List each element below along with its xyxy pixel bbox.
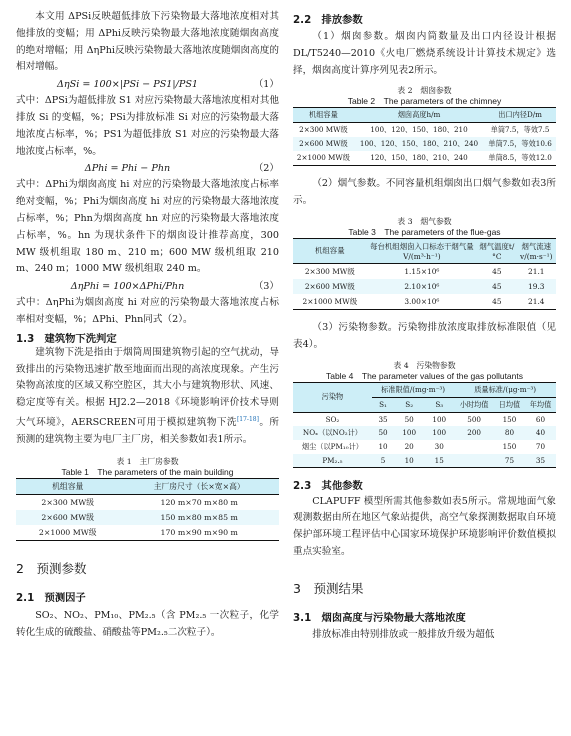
equation-1: [16, 76, 279, 93]
table-cell: 120、150、180、210、240: [354, 151, 484, 166]
table-cell: 21.1: [528, 266, 545, 276]
table-cell: 3.00×10⁶: [367, 294, 478, 310]
table-cell: 50: [372, 426, 394, 440]
table-row: [293, 279, 556, 294]
table-cell: 50: [404, 414, 414, 424]
table-cell: 75: [494, 454, 525, 468]
equation-2: [16, 160, 279, 177]
table-3-header-volume: 每台机组烟囱入口标态干烟气量V/(m³·h⁻¹): [367, 238, 478, 263]
table-4-grid: [293, 382, 556, 468]
table-row: [16, 494, 279, 510]
table-cell: 100: [424, 426, 454, 440]
table-4-caption-en: Table 4 The parameter values of the gas pollutants: [325, 370, 524, 381]
equation-3-number: （3）: [253, 281, 279, 293]
section-2-heading: 2 预测参数: [16, 560, 87, 576]
table-cell: 120 m×70 m×80 m: [160, 497, 238, 507]
paragraph-flue-gas-params: （2）烟气参数。不同容量机组烟囱出口烟气参数如表3所示。: [293, 178, 556, 207]
table-2-grid: [293, 107, 556, 166]
table-cell: 45: [492, 266, 502, 276]
paragraph-eq2-definition: 式中：ΔPhi为烟囱高度 hi 对应的污染物最大落地浓度占标率绝对变幅，%；Phi为烟囱高度 hi 对应的污染物最大落地浓度占标率，%；Phn为烟囱高度 hn 对应的污染物最大落地浓度占标率，%。hn 为现状条件下的烟囱设计推荐高度，300 MW 级机组取 180 m、210 m；600 MW 级机组取 210 m、240 m；1000 MW 级机组取 240 m。: [16, 179, 279, 275]
table-cell: 45: [477, 294, 516, 310]
downwash-text-b: 。所预测的建筑物主要为电厂主厂房，相关参数如表1所示。: [16, 417, 279, 445]
table-3-header-velocity: 烟气流速v/(m·s⁻¹): [517, 238, 556, 263]
table-3-caption-cn: 表 3 烟气参数: [397, 216, 452, 226]
equation-1-number: （1）: [253, 79, 279, 91]
paragraph-eq1-definition: 式中：ΔPSi为超低排放 S1 对应污染物最大落地浓度相对其他排放 Si 的变幅，%；PSi为排放标准 Si 对应的污染物最大落地浓度占标率，%；PS1为超低排放 S1 对应的污染物最大落地浓度占标率，%。: [16, 95, 279, 157]
table-1-grid: [16, 478, 279, 541]
table-2-caption-en: Table 2 The parameters of the chimney: [347, 96, 502, 107]
table-4-header-daily: 日均值: [494, 397, 525, 412]
paragraph-intro: 本文用 ΔPSi反映超低排放下污染物最大落地浓度相对其他排放的变幅；用 ΔPhi反映污染物最大落地浓度随烟囱高度的绝对增幅；用 ΔηPhi反映污染物最大落地浓度随烟囱高度的相对增幅。: [16, 11, 279, 73]
table-2-header-diameter: 出口内径D/m: [484, 108, 556, 123]
table-cell: 2×300 MW级: [41, 497, 95, 507]
table-2: [293, 85, 556, 166]
equation-2-number: （2）: [253, 163, 279, 175]
table-cell: 2×1000 MW级: [293, 294, 367, 310]
table-cell: PM₂.₅: [293, 454, 372, 468]
table-4-caption-cn: 表 4 污染物参数: [393, 360, 456, 370]
downwash-text-a: 建筑物下洗是指由于烟筒周围建筑物引起的空气扰动，导致排出的污染物迅速扩散至地面而出现的高浓度现象。产生污染物高浓度的区域又称空腔区，其大小与建筑物形状、风速、稳定度等有关。根据 HJ2.2—2018《环境影响评价技术导则 大气环境》，AERSCREEN可用于模拟建筑物下洗: [16, 346, 279, 429]
equation-3-formula: ΔηPhi = 100×ΔPhi/Phn: [70, 281, 185, 293]
table-cell: 100、120、150、180、210: [370, 125, 468, 135]
table-cell: 45: [477, 279, 516, 294]
section-3-heading: 3 预测结果: [293, 580, 364, 596]
section-3-1-heading: 3.1 烟囱高度与污染物最大落地浓度: [293, 611, 466, 624]
table-1-header-capacity: 机组容量: [16, 478, 119, 494]
table-cell: 150: [502, 414, 517, 424]
table-row: [293, 426, 556, 440]
table-cell: 150 m×80 m×85 m: [119, 510, 279, 525]
table-cell: 2×1000 MW级: [293, 151, 354, 166]
table-cell: 35: [378, 414, 388, 424]
table-1: [16, 456, 279, 541]
table-cell: 20: [404, 442, 414, 452]
table-cell: 1.15×10⁶: [404, 266, 440, 276]
table-4-header-s1: S₁: [372, 397, 394, 412]
table-cell: 2×600 MW级: [16, 510, 119, 525]
table-4-header-emission-limit: 标准限值/(mg·m⁻³): [372, 382, 454, 397]
table-cell: 100: [394, 426, 424, 440]
table-4-header-annual: 年均值: [525, 397, 556, 412]
table-cell: 500: [467, 414, 481, 424]
table-cell: 40: [525, 426, 556, 440]
table-cell: 150: [502, 442, 517, 452]
table-cell: 100: [432, 414, 447, 424]
paragraph-pollutant-params: （3）污染物参数。污染物排放浓度取排放标准限值（见表4）。: [293, 321, 556, 350]
table-2-header-capacity: 机组容量: [293, 108, 354, 123]
table-3-header-temperature: 烟气温度t/°C: [477, 238, 516, 263]
table-1-caption-en: Table 1 The parameters of the main building: [61, 466, 234, 477]
table-cell: 单筒7.5，等效7.5: [490, 125, 550, 135]
citation-17-18[interactable]: [17-18]: [236, 415, 259, 423]
table-cell: 80: [494, 426, 525, 440]
table-cell: 2×600 MW级: [293, 279, 367, 294]
paragraph-building-downwash: [16, 345, 279, 449]
table-cell: SO₂: [325, 414, 340, 424]
table-cell: 200: [454, 426, 494, 440]
table-4-header-s3: S₃: [424, 397, 454, 412]
table-row: [16, 525, 279, 541]
section-2-2-heading: 2.2 排放参数: [293, 14, 363, 26]
table-cell: 2×1000 MW级: [16, 525, 119, 541]
table-cell: 60: [535, 414, 546, 424]
section-1-3-heading: 1.3 建筑物下洗判定: [16, 332, 117, 345]
table-cell: 15: [424, 454, 454, 468]
table-4-header-pollutant: 污染物: [293, 382, 372, 412]
table-row: [293, 294, 556, 310]
equation-3: [16, 278, 279, 295]
table-cell: 170 m×90 m×90 m: [119, 525, 279, 541]
table-cell: [454, 454, 494, 468]
table-row: [16, 510, 279, 525]
table-3-caption-en: Table 3 The parameters of the flue-gas: [348, 226, 501, 237]
table-cell: 10: [394, 454, 424, 468]
right-column: [293, 0, 556, 644]
section-2-1-heading: 2.1 预测因子: [16, 591, 86, 604]
table-4-header-quality-standard: 质量标准/(μg·m⁻³): [454, 382, 556, 397]
table-cell: 70: [535, 442, 546, 452]
table-row: [293, 151, 556, 166]
left-column: [16, 0, 279, 641]
paragraph-chimney-params: （1）烟囱参数。烟囱内筒数量及出口内径设计根据 DL/T5240—2010《火电厂燃烧系统设计计算技术规定》选择，烟囱高度计算序列见表2所示。: [293, 31, 556, 76]
table-cell: 5: [372, 454, 394, 468]
table-3-grid: [293, 238, 556, 310]
table-row: [293, 263, 556, 279]
table-cell: 2.10×10⁶: [367, 279, 478, 294]
table-cell: 单筒7.5，等效10.6: [484, 137, 556, 151]
table-4-header-s2: S₂: [394, 397, 424, 412]
section-2-3-heading: 2.3 其他参数: [293, 479, 363, 492]
paragraph-other-params: CLAPUFF 模型所需其他参数如表5所示。常规地面气象观测数据由所在地区气象站提供，高空气象探测数据取自环境保护部环境工程评估中心国家环境保护环境影响评价数值模拟重点实验室。: [293, 495, 556, 557]
table-3: [293, 216, 556, 310]
table-cell: 2×300 MW级: [304, 266, 355, 276]
table-1-caption-cn: 表 1 主厂房参数: [116, 456, 179, 466]
table-2-header-height: 烟囱高度h/m: [354, 108, 484, 123]
paragraph-eq3-definition: 式中：ΔηPhi为烟囱高度 hi 对应的污染物最大落地浓度占标率相对变幅，%；ΔPhi、Phn同式（2）。: [16, 297, 279, 325]
table-4-header-hourly: 小时均值: [454, 397, 494, 412]
table-cell: 烟尘（以PM₁₀计）: [301, 441, 363, 451]
table-row: [293, 412, 556, 426]
equation-1-formula: ΔηSi = 100×|PSi − PS1|/PS1: [57, 79, 198, 91]
table-cell: 35: [525, 454, 556, 468]
table-3-header-capacity: 机组容量: [293, 238, 367, 263]
table-cell: 30: [434, 442, 444, 452]
paragraph-results-start: 排放标准由特别排放或一般排放升级为超低: [312, 628, 495, 640]
table-cell: 100、120、150、180、210、240: [354, 137, 484, 151]
table-cell: 单筒8.5，等效12.0: [484, 151, 556, 166]
table-1-header-size: 主厂房尺寸（长×宽×高）: [119, 478, 279, 494]
table-cell: [454, 440, 494, 454]
table-row: [293, 440, 556, 454]
table-cell: 21.4: [517, 294, 556, 310]
table-cell: 10: [378, 442, 388, 452]
table-cell: 19.3: [517, 279, 556, 294]
table-4: [293, 360, 556, 468]
paragraph-prediction-factors: SO₂、NO₂、PM₁₀、PM₂.₅（含 PM₂.₅ 一次粒子，化学转化生成的硫酸盐、硝酸盐等PM₂.₅二次粒子）。: [16, 609, 279, 638]
equation-2-formula: ΔPhi = Phi − Phn: [84, 163, 171, 175]
table-2-caption-cn: 表 2 烟囱参数: [397, 86, 452, 96]
table-row: [293, 454, 556, 468]
table-cell: 2×600 MW级: [293, 137, 354, 151]
table-cell: NOₓ（以NO₂计）: [293, 426, 372, 440]
table-row: [293, 123, 556, 138]
table-row: [293, 137, 556, 151]
table-cell: 2×300 MW级: [299, 125, 348, 135]
